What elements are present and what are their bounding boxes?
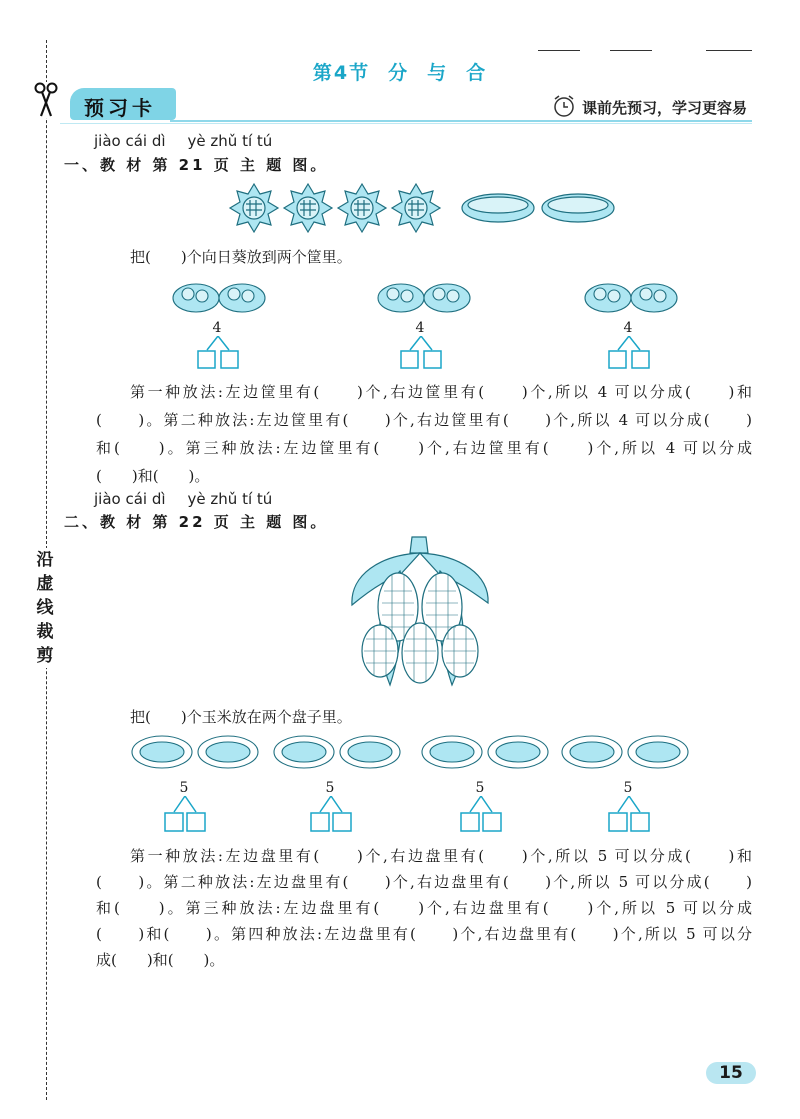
answer-box[interactable]: [333, 813, 351, 831]
text-line: ( )和( )。: [96, 467, 210, 485]
pinyin: jiào cái dì yè zhǔ tí tú: [94, 490, 273, 508]
header-rule: [170, 120, 752, 122]
tagline: 课前先预习，学习更容易: [582, 99, 748, 117]
alarm-clock-icon: [552, 94, 576, 118]
answer-box[interactable]: [609, 351, 626, 368]
text-line: 第一种放法:左边盘里有( )个,右边盘里有( )个,所以 5 可以分成( )和: [130, 847, 752, 865]
answer-box[interactable]: [165, 813, 183, 831]
plate-pair-illustration: [560, 733, 692, 771]
split-tree: [398, 336, 444, 372]
split-tree: [458, 796, 504, 834]
split-number: 4: [623, 320, 633, 336]
text-line: ( )。第二种放法:左边盘里有( )个,右边盘里有( )个,所以 5 可以分成( ): [96, 873, 752, 891]
section-heading: 一、教 材 第 21 页 主 题 图。: [64, 156, 329, 174]
basket-pair-illustration: [375, 276, 475, 316]
question-prompt: 把( )个玉米放在两个盘子里。: [130, 708, 352, 726]
answer-box[interactable]: [631, 813, 649, 831]
split-number: 5: [475, 780, 485, 796]
text-line: 和( )。第三种放法:左边盘里有( )个,右边盘里有( )个,所以 5 可以分成: [96, 899, 752, 917]
plate-pair-illustration: [272, 733, 404, 771]
basket-pair-illustration: [582, 274, 682, 316]
answer-box[interactable]: [221, 351, 238, 368]
split-tree: [606, 796, 652, 834]
split-tree: [308, 796, 354, 834]
page-number: 15: [706, 1062, 756, 1084]
split-number: 4: [212, 320, 222, 336]
section-title: 第4节 分 与 合: [312, 62, 488, 84]
split-tree: [195, 336, 241, 372]
answer-box[interactable]: [187, 813, 205, 831]
text-line: ( )和( )。第四种放法:左边盘里有( )个,右边盘里有( )个,所以 5 可以分: [96, 925, 752, 943]
question-prompt: 把( )个向日葵放到两个筐里。: [130, 248, 352, 266]
text-line: 成( )和( )。: [96, 951, 225, 969]
scissors-icon: [32, 82, 60, 118]
split-tree: [162, 796, 208, 834]
plate-pair-illustration: [130, 733, 262, 771]
basket-pair-illustration: [170, 276, 270, 316]
answer-box[interactable]: [424, 351, 441, 368]
plate-pair-illustration: [420, 733, 552, 771]
split-number: 5: [179, 780, 189, 796]
pinyin: jiào cái dì yè zhǔ tí tú: [94, 132, 273, 150]
answer-box[interactable]: [609, 813, 627, 831]
answer-box[interactable]: [632, 351, 649, 368]
sunflowers-baskets-illustration: [226, 178, 616, 240]
split-number: 4: [415, 320, 425, 336]
cut-instruction: 沿 虚 线 裁 剪: [30, 548, 60, 668]
corn-bundle-illustration: [340, 535, 500, 695]
card-label: 预习卡: [84, 96, 156, 120]
text-line: ( )。第二种放法:左边筐里有( )个,右边筐里有( )个,所以 4 可以分成( ): [96, 411, 752, 429]
header-rule: [60, 123, 752, 124]
answer-box[interactable]: [311, 813, 329, 831]
text-line: 第一种放法:左边筐里有( )个,右边筐里有( )个,所以 4 可以分成( )和: [130, 383, 752, 401]
text-line: 和( )。第三种放法:左边筐里有( )个,右边筐里有( )个,所以 4 可以分成: [96, 439, 752, 457]
blank-line: [610, 40, 652, 51]
split-number: 5: [623, 780, 633, 796]
split-tree: [606, 336, 652, 372]
answer-box[interactable]: [198, 351, 215, 368]
answer-box[interactable]: [461, 813, 479, 831]
blank-line: [538, 40, 580, 51]
answer-box[interactable]: [483, 813, 501, 831]
section-heading: 二、教 材 第 22 页 主 题 图。: [64, 513, 329, 531]
blank-line: [706, 40, 752, 51]
answer-box[interactable]: [401, 351, 418, 368]
split-number: 5: [325, 780, 335, 796]
